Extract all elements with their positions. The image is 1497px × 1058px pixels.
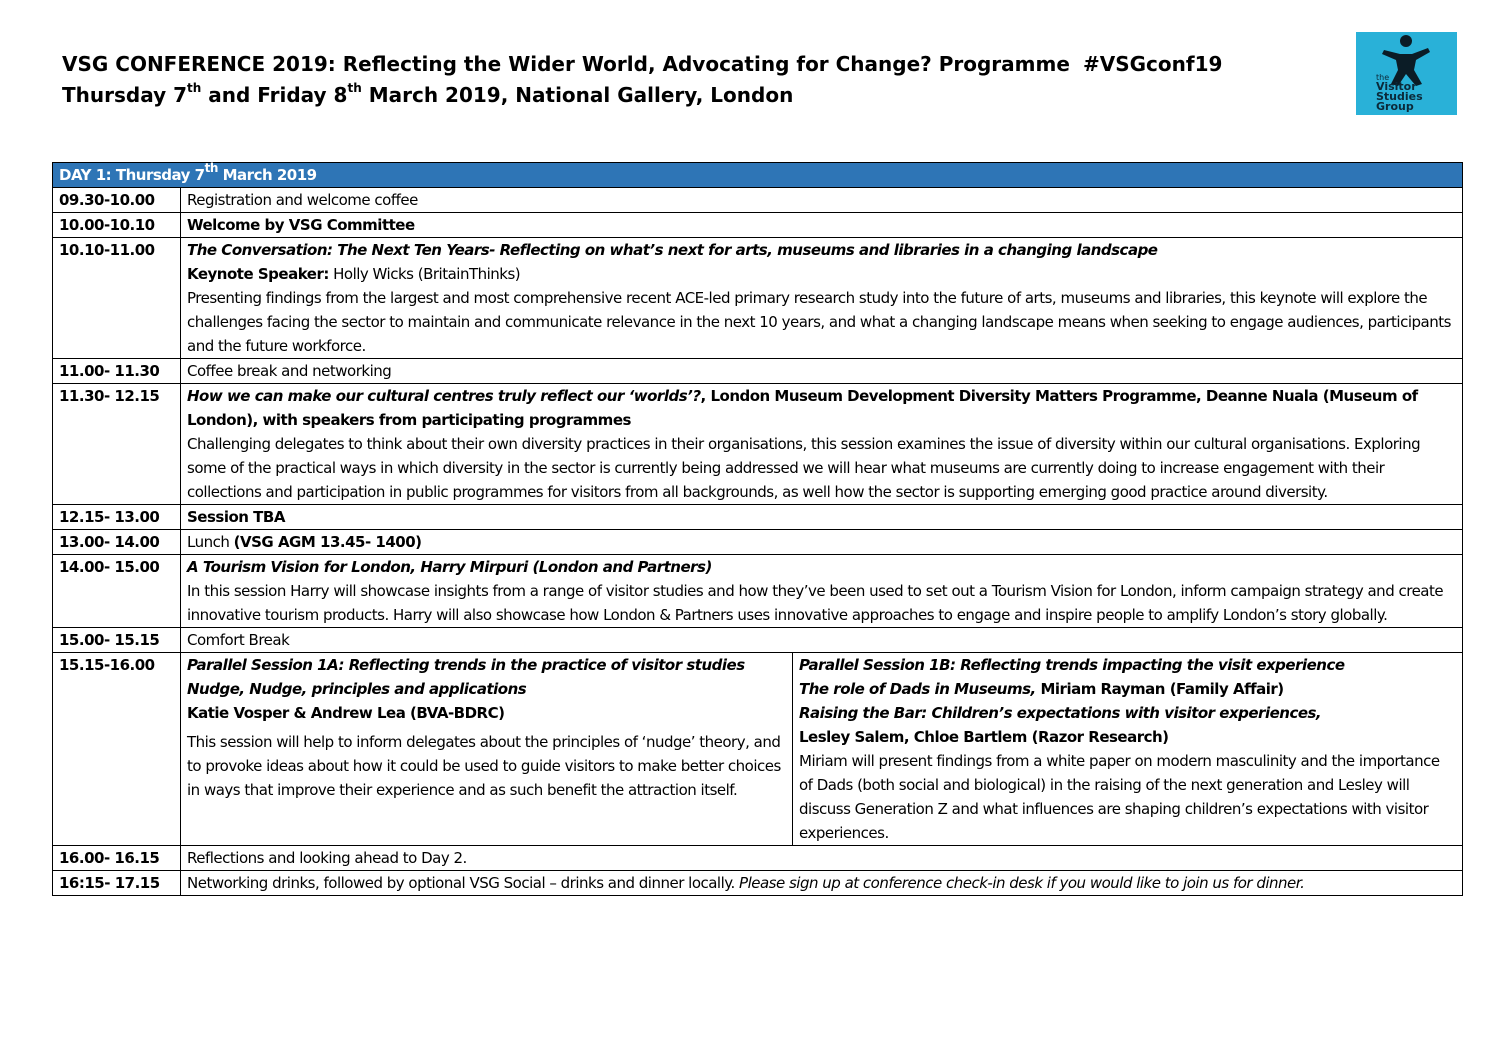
session-subtitle: Nudge, Nudge, principles and applications <box>187 680 527 698</box>
table-row <box>53 628 1463 653</box>
session-time: 14.00- 15.00 <box>53 555 181 628</box>
session-text: Welcome by VSG Committee <box>181 213 1463 238</box>
day-heading-row <box>53 163 1463 188</box>
session-time: 15.15-16.00 <box>53 653 181 846</box>
session-description: Challenging delegates to think about their own diversity practices in their organisations, this session examines the issue of diversity within our cultural organisations. Exploring some of the practical ways in which diversity in the sector is currently being addressed we will hear what museums are currently doing to increase engagement with their collections and participation in public programmes for visitors from all backgrounds, as well how the sector is supporting emerging good practice around diversity. <box>187 435 1421 501</box>
session-details <box>181 384 1463 505</box>
table-row <box>53 188 1463 213</box>
session-description: Miriam will present findings from a white paper on modern masculinity and the importance of Dads (both social and biological) in the raising of the next generation and Lesley will discuss Generation Z and what influences are shaping children’s expectations with visitor experiences. <box>799 752 1440 842</box>
parallel-session-1a <box>181 653 793 845</box>
parallel-sessions <box>181 653 1463 846</box>
hashtag: #VSGconf19 <box>1083 52 1223 76</box>
logo-wordmark: the Visitor Studies Group <box>1376 73 1423 113</box>
session-subtitle-2: Raising the Bar: Children’s expectations with visitor experiences, <box>799 704 1322 722</box>
session-title: Parallel Session 1A: Reflecting trends in the practice of visitor studies <box>187 656 745 674</box>
session-time: 11.00- 11.30 <box>53 359 181 384</box>
session-time: 10.00-10.10 <box>53 213 181 238</box>
session-text: Lunch (VSG AGM 13.45- 1400) <box>181 530 1463 555</box>
session-description: Presenting findings from the largest and most comprehensive recent ACE-led primary research study into the future of arts, museums and libraries, this keynote will explore the challenges facing the sector to maintain and communicate relevance in the next 10 years, and what a changing landscape means when seeking to engage audiences, participants and the future workforce. <box>187 289 1451 355</box>
table-row <box>53 871 1463 896</box>
table-row <box>53 213 1463 238</box>
session-time: 13.00- 14.00 <box>53 530 181 555</box>
programme-table <box>52 162 1463 896</box>
session-speaker: Keynote Speaker: Holly Wicks (BritainThinks) <box>187 265 521 283</box>
session-speakers: Katie Vosper & Andrew Lea (BVA-BDRC) <box>187 704 505 722</box>
session-title: How we can make our cultural centres truly reflect our ‘worlds’?, London Museum Development Diversity Matters Programme, Deanne Nuala (Museum of London), with speakers from participating programmes <box>187 387 1418 429</box>
session-time: 09.30-10.00 <box>53 188 181 213</box>
session-time: 11.30- 12.15 <box>53 384 181 505</box>
session-time: 15.00- 15.15 <box>53 628 181 653</box>
table-row <box>53 238 1463 359</box>
session-title: The Conversation: The Next Ten Years- Reflecting on what’s next for arts, museums and libraries in a changing landscape <box>187 241 1158 259</box>
session-text: Session TBA <box>181 505 1463 530</box>
table-row <box>53 505 1463 530</box>
visitor-studies-group-logo <box>1356 32 1457 115</box>
table-row <box>53 846 1463 871</box>
session-text: Reflections and looking ahead to Day 2. <box>181 846 1463 871</box>
session-time: 10.10-11.00 <box>53 238 181 359</box>
session-description: This session will help to inform delegates about the principles of ‘nudge’ theory, and to provoke ideas about how it could be used to guide visitors to make better choices in ways that improve their experience and as such benefit the attraction itself. <box>187 733 781 799</box>
parallel-session-1b <box>793 653 1462 845</box>
event-date-venue: Thursday 7th and Friday 8th March 2019, National Gallery, London <box>62 81 794 107</box>
table-row <box>53 530 1463 555</box>
session-details <box>181 238 1463 359</box>
session-time: 16:15- 17.15 <box>53 871 181 896</box>
session-time: 12.15- 13.00 <box>53 505 181 530</box>
session-description: In this session Harry will showcase insights from a range of visitor studies and how they’ve been used to set out a Tourism Vision for London, inform campaign strategy and create innovative tourism products. Harry will also showcase how London & Partners uses innovative approaches to engage and inspire people to amplify London’s story globally. <box>187 582 1444 624</box>
table-row <box>53 359 1463 384</box>
table-row <box>53 653 1463 846</box>
session-subtitle: The role of Dads in Museums, Miriam Rayman (Family Affair) <box>799 680 1284 698</box>
session-speakers: Lesley Salem, Chloe Bartlem (Razor Research) <box>799 728 1169 746</box>
document-title: VSG CONFERENCE 2019: Reflecting the Wider World, Advocating for Change? Programme <box>62 52 1070 76</box>
table-row <box>53 555 1463 628</box>
session-text: Coffee break and networking <box>181 359 1463 384</box>
session-text: Registration and welcome coffee <box>181 188 1463 213</box>
session-text: Networking drinks, followed by optional VSG Social – drinks and dinner locally. Please sign up at conference check-in desk if you would like to join us for dinner. <box>181 871 1463 896</box>
table-row <box>53 384 1463 505</box>
session-time: 16.00- 16.15 <box>53 846 181 871</box>
session-text: Comfort Break <box>181 628 1463 653</box>
session-details <box>181 555 1463 628</box>
session-title: Parallel Session 1B: Reflecting trends impacting the visit experience <box>799 656 1345 674</box>
session-title: A Tourism Vision for London, Harry Mirpuri (London and Partners) <box>187 558 712 576</box>
day-heading: DAY 1: Thursday 7th March 2019 <box>53 163 1463 188</box>
